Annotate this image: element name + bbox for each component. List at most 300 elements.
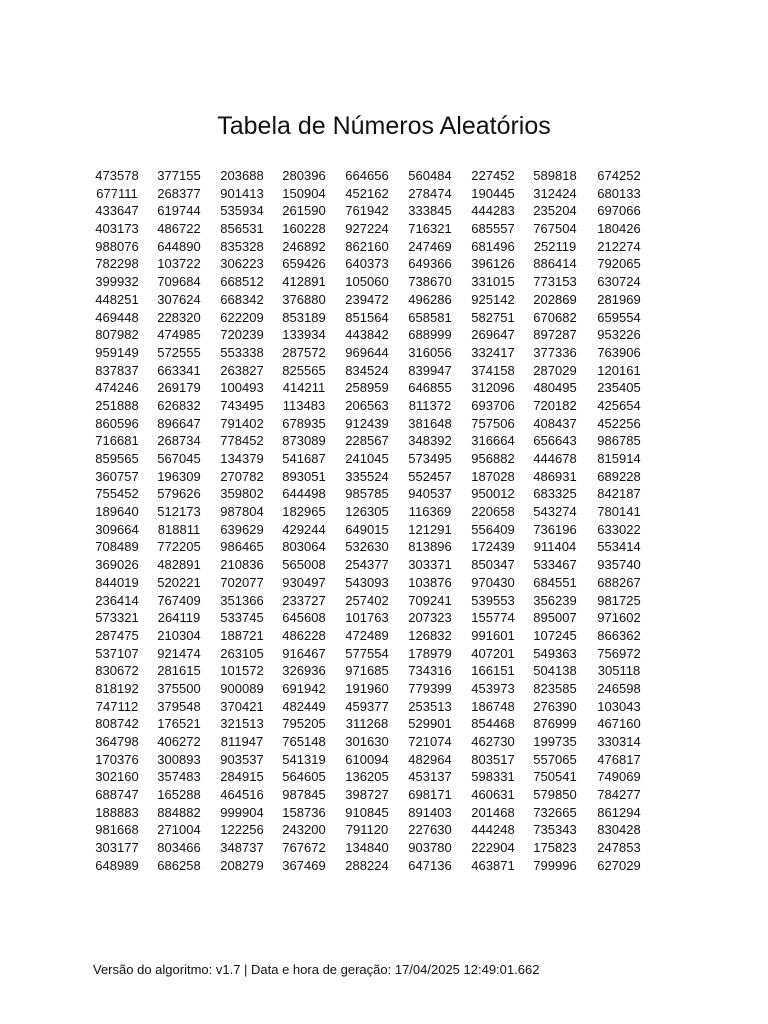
table-cell: 533467 <box>533 557 577 573</box>
table-cell: 896647 <box>157 415 201 431</box>
table-cell: 261590 <box>282 203 326 219</box>
table-cell: 691942 <box>282 680 326 696</box>
table-cell: 572555 <box>157 344 201 360</box>
table-cell: 429244 <box>282 521 326 537</box>
table-cell: 357483 <box>157 769 201 785</box>
table-cell: 644498 <box>282 486 326 502</box>
table-cell: 452162 <box>345 185 389 201</box>
table-cell: 720182 <box>533 397 577 413</box>
table-cell: 991601 <box>471 627 515 643</box>
table-cell: 182965 <box>282 504 326 520</box>
table-cell: 452256 <box>597 415 641 431</box>
table-cell: 101572 <box>220 663 264 679</box>
table-cell: 734316 <box>408 663 452 679</box>
table-cell: 172439 <box>471 539 515 555</box>
table-cell: 856531 <box>220 221 264 237</box>
table-cell: 270782 <box>220 468 264 484</box>
table-cell: 312096 <box>471 380 515 396</box>
table-cell: 482964 <box>408 751 452 767</box>
table-cell: 158736 <box>282 804 326 820</box>
table-cell: 664656 <box>345 168 389 183</box>
table-cell: 988076 <box>95 238 139 254</box>
table-cell: 474246 <box>95 380 139 396</box>
table-row <box>80 202 660 220</box>
table-cell: 414211 <box>282 380 326 396</box>
table-cell: 830672 <box>95 663 139 679</box>
table-cell: 287475 <box>95 627 139 643</box>
table-cell: 644890 <box>157 238 201 254</box>
table-cell: 316664 <box>471 433 515 449</box>
table-cell: 126832 <box>408 627 452 643</box>
table-cell: 582751 <box>471 309 515 325</box>
table-cell: 472489 <box>345 627 389 643</box>
table-cell: 987804 <box>220 504 264 520</box>
table-cell: 577554 <box>345 645 389 661</box>
table-cell: 377155 <box>157 168 201 183</box>
table-cell: 950012 <box>471 486 515 502</box>
table-cell: 749069 <box>597 769 641 785</box>
table-cell: 425654 <box>597 397 641 413</box>
table-cell: 903537 <box>220 751 264 767</box>
table-cell: 212274 <box>597 238 641 254</box>
table-cell: 767409 <box>157 592 201 608</box>
table-cell: 463871 <box>471 857 515 873</box>
table-cell: 543093 <box>345 574 389 590</box>
table-cell: 780141 <box>597 504 641 520</box>
table-cell: 113483 <box>282 397 326 413</box>
table-cell: 903780 <box>408 840 452 856</box>
table-cell: 663341 <box>157 362 201 378</box>
table-cell: 750541 <box>533 769 577 785</box>
table-cell: 271004 <box>157 822 201 838</box>
table-cell: 316056 <box>408 344 452 360</box>
table-cell: 233727 <box>282 592 326 608</box>
table-cell: 716681 <box>95 433 139 449</box>
table-cell: 970430 <box>471 574 515 590</box>
table-cell: 351366 <box>220 592 264 608</box>
table-cell: 610094 <box>345 751 389 767</box>
table-cell: 999904 <box>220 804 264 820</box>
table-cell: 981725 <box>597 592 641 608</box>
table-cell: 971685 <box>345 663 389 679</box>
table-cell: 598331 <box>471 769 515 785</box>
table-cell: 407201 <box>471 645 515 661</box>
table-cell: 736196 <box>533 521 577 537</box>
table-cell: 773153 <box>533 274 577 290</box>
table-row <box>80 167 660 185</box>
table-cell: 302160 <box>95 769 139 785</box>
table-row <box>80 362 660 380</box>
table-cell: 953226 <box>597 327 641 343</box>
table-cell: 165288 <box>157 787 201 803</box>
table-cell: 835328 <box>220 238 264 254</box>
table-cell: 761942 <box>345 203 389 219</box>
table-cell: 504138 <box>533 663 577 679</box>
table-row <box>80 432 660 450</box>
table-cell: 208279 <box>220 857 264 873</box>
table-cell: 459377 <box>345 698 389 714</box>
table-cell: 406272 <box>157 734 201 749</box>
table-cell: 823585 <box>533 680 577 696</box>
table-cell: 443842 <box>345 327 389 343</box>
table-cell: 482449 <box>282 698 326 714</box>
table-cell: 189640 <box>95 504 139 520</box>
table-row <box>80 839 660 857</box>
table-cell: 656643 <box>533 433 577 449</box>
table-cell: 170376 <box>95 751 139 767</box>
table-cell: 709241 <box>408 592 452 608</box>
table-cell: 763906 <box>597 344 641 360</box>
table-cell: 381648 <box>408 415 452 431</box>
table-cell: 150904 <box>282 185 326 201</box>
table-cell: 646855 <box>408 380 452 396</box>
table-row <box>80 786 660 804</box>
table-cell: 269647 <box>471 327 515 343</box>
table-cell: 684551 <box>533 574 577 590</box>
table-cell: 688999 <box>408 327 452 343</box>
table-cell: 689228 <box>597 468 641 484</box>
table-cell: 956882 <box>471 451 515 466</box>
table-cell: 815914 <box>597 451 641 466</box>
table-cell: 969644 <box>345 344 389 360</box>
table-cell: 541319 <box>282 751 326 767</box>
table-cell: 803517 <box>471 751 515 767</box>
table-cell: 486228 <box>282 627 326 643</box>
table-cell: 201468 <box>471 804 515 820</box>
table-cell: 375500 <box>157 680 201 696</box>
table-cell: 648989 <box>95 857 139 873</box>
table-cell: 579626 <box>157 486 201 502</box>
table-cell: 235405 <box>597 380 641 396</box>
table-cell: 367469 <box>282 857 326 873</box>
table-cell: 622209 <box>220 309 264 325</box>
table-cell: 377336 <box>533 344 577 360</box>
table-cell: 520221 <box>157 574 201 590</box>
table-cell: 246598 <box>597 680 641 696</box>
table-row <box>80 662 660 680</box>
table-cell: 412891 <box>282 274 326 290</box>
table-cell: 228567 <box>345 433 389 449</box>
table-row <box>80 857 660 875</box>
table-cell: 767504 <box>533 221 577 237</box>
table-cell: 243200 <box>282 822 326 838</box>
table-cell: 280396 <box>282 168 326 183</box>
table-cell: 834524 <box>345 362 389 378</box>
table-row <box>80 645 660 663</box>
table-cell: 398727 <box>345 787 389 803</box>
table-cell: 697066 <box>597 203 641 219</box>
table-cell: 321513 <box>220 716 264 732</box>
table-cell: 825565 <box>282 362 326 378</box>
table-cell: 396126 <box>471 256 515 272</box>
table-row <box>80 680 660 698</box>
table-cell: 467160 <box>597 716 641 732</box>
table-cell: 854468 <box>471 716 515 732</box>
table-cell: 757506 <box>471 415 515 431</box>
table-cell: 674252 <box>597 168 641 183</box>
table-cell: 533745 <box>220 610 264 626</box>
table-cell: 921474 <box>157 645 201 661</box>
table-cell: 312424 <box>533 185 577 201</box>
table-cell: 732665 <box>533 804 577 820</box>
table-row <box>80 751 660 769</box>
table-cell: 191960 <box>345 680 389 696</box>
table-cell: 670682 <box>533 309 577 325</box>
table-cell: 811947 <box>220 734 264 749</box>
table-cell: 901413 <box>220 185 264 201</box>
page-title: Tabela de Números Aleatórios <box>217 112 551 140</box>
table-cell: 866362 <box>597 627 641 643</box>
table-cell: 187028 <box>471 468 515 484</box>
table-cell: 633022 <box>597 521 641 537</box>
table-cell: 482891 <box>157 557 201 573</box>
table-row <box>80 521 660 539</box>
table-cell: 681496 <box>471 238 515 254</box>
table-cell: 560484 <box>408 168 452 183</box>
table-cell: 134840 <box>345 840 389 856</box>
table-cell: 589818 <box>533 168 577 183</box>
table-row <box>80 503 660 521</box>
table-cell: 206563 <box>345 397 389 413</box>
table-row <box>80 468 660 486</box>
table-cell: 910845 <box>345 804 389 820</box>
table-row <box>80 344 660 362</box>
table-cell: 486931 <box>533 468 577 484</box>
table-cell: 985785 <box>345 486 389 502</box>
table-cell: 364798 <box>95 734 139 749</box>
table-cell: 202869 <box>533 291 577 307</box>
table-cell: 247469 <box>408 238 452 254</box>
table-cell: 253513 <box>408 698 452 714</box>
table-cell: 176521 <box>157 716 201 732</box>
table-cell: 116369 <box>408 504 452 520</box>
table-cell: 252119 <box>533 238 577 254</box>
table-row <box>80 804 660 822</box>
table-cell: 374158 <box>471 362 515 378</box>
table-cell: 647136 <box>408 857 452 873</box>
table-cell: 861294 <box>597 804 641 820</box>
table-row <box>80 768 660 786</box>
table-cell: 356239 <box>533 592 577 608</box>
table-cell: 553414 <box>597 539 641 555</box>
table-cell: 916467 <box>282 645 326 661</box>
table-cell: 579850 <box>533 787 577 803</box>
table-cell: 370421 <box>220 698 264 714</box>
table-cell: 680133 <box>597 185 641 201</box>
table-cell: 281969 <box>597 291 641 307</box>
table-cell: 134379 <box>220 451 264 466</box>
generation-footer: Versão do algoritmo: v1.7 | Data e hora de geração: 17/04/2025 12:49:01.662 <box>93 962 540 977</box>
table-cell: 276390 <box>533 698 577 714</box>
table-cell: 659426 <box>282 256 326 272</box>
table-cell: 567045 <box>157 451 201 466</box>
table-row <box>80 326 660 344</box>
table-cell: 912439 <box>345 415 389 431</box>
table-cell: 747112 <box>95 698 139 714</box>
table-cell: 803466 <box>157 840 201 856</box>
table-cell: 897287 <box>533 327 577 343</box>
table-cell: 133934 <box>282 327 326 343</box>
table-cell: 782298 <box>95 256 139 272</box>
table-cell: 813896 <box>408 539 452 555</box>
table-cell: 433647 <box>95 203 139 219</box>
table-row <box>80 415 660 433</box>
table-cell: 565008 <box>282 557 326 573</box>
table-cell: 474985 <box>157 327 201 343</box>
table-cell: 287572 <box>282 344 326 360</box>
table-cell: 529901 <box>408 716 452 732</box>
table-cell: 305118 <box>597 663 641 679</box>
table-cell: 103722 <box>157 256 201 272</box>
table-cell: 987845 <box>282 787 326 803</box>
table-cell: 246892 <box>282 238 326 254</box>
table-cell: 778452 <box>220 433 264 449</box>
table-row <box>80 273 660 291</box>
table-cell: 658581 <box>408 309 452 325</box>
table-cell: 795205 <box>282 716 326 732</box>
table-cell: 239472 <box>345 291 389 307</box>
table-cell: 100493 <box>220 380 264 396</box>
table-cell: 228320 <box>157 309 201 325</box>
table-cell: 188721 <box>220 627 264 643</box>
table-row <box>80 627 660 645</box>
table-cell: 121291 <box>408 521 452 537</box>
table-cell: 175823 <box>533 840 577 856</box>
table-cell: 627029 <box>597 857 641 873</box>
table-cell: 640373 <box>345 256 389 272</box>
table-cell: 876999 <box>533 716 577 732</box>
table-cell: 178979 <box>408 645 452 661</box>
table-row <box>80 255 660 273</box>
table-cell: 251888 <box>95 397 139 413</box>
table-cell: 399932 <box>95 274 139 290</box>
table-cell: 227630 <box>408 822 452 838</box>
table-cell: 247853 <box>597 840 641 856</box>
table-cell: 512173 <box>157 504 201 520</box>
table-cell: 930497 <box>282 574 326 590</box>
table-cell: 837837 <box>95 362 139 378</box>
table-cell: 767672 <box>282 840 326 856</box>
table-cell: 743495 <box>220 397 264 413</box>
table-cell: 462730 <box>471 734 515 749</box>
table-cell: 268734 <box>157 433 201 449</box>
table-cell: 986465 <box>220 539 264 555</box>
table-cell: 284915 <box>220 769 264 785</box>
table-cell: 263827 <box>220 362 264 378</box>
table-cell: 630724 <box>597 274 641 290</box>
table-cell: 360757 <box>95 468 139 484</box>
table-cell: 844019 <box>95 574 139 590</box>
table-cell: 448251 <box>95 291 139 307</box>
table-cell: 403173 <box>95 221 139 237</box>
table-row <box>80 291 660 309</box>
table-cell: 444283 <box>471 203 515 219</box>
table-cell: 981668 <box>95 822 139 838</box>
table-cell: 668342 <box>220 291 264 307</box>
table-cell: 862160 <box>345 238 389 254</box>
table-cell: 180426 <box>597 221 641 237</box>
table-cell: 895007 <box>533 610 577 626</box>
table-cell: 645608 <box>282 610 326 626</box>
table-cell: 683325 <box>533 486 577 502</box>
table-cell: 818811 <box>157 521 201 537</box>
table-cell: 927224 <box>345 221 389 237</box>
table-cell: 160228 <box>282 221 326 237</box>
table-cell: 469448 <box>95 309 139 325</box>
table-row <box>80 821 660 839</box>
table-cell: 535934 <box>220 203 264 219</box>
table-cell: 376880 <box>282 291 326 307</box>
table-cell: 287029 <box>533 362 577 378</box>
table-row <box>80 309 660 327</box>
table-row <box>80 238 660 256</box>
table-cell: 539553 <box>471 592 515 608</box>
table-row <box>80 574 660 592</box>
table-cell: 830428 <box>597 822 641 838</box>
table-cell: 686258 <box>157 857 201 873</box>
table-cell: 486722 <box>157 221 201 237</box>
table-cell: 986785 <box>597 433 641 449</box>
table-cell: 911404 <box>533 539 577 555</box>
table-cell: 264119 <box>157 610 201 626</box>
table-cell: 254377 <box>345 557 389 573</box>
table-cell: 900089 <box>220 680 264 696</box>
table-cell: 668512 <box>220 274 264 290</box>
table-cell: 873089 <box>282 433 326 449</box>
table-cell: 755452 <box>95 486 139 502</box>
table-cell: 107245 <box>533 627 577 643</box>
table-cell: 331015 <box>471 274 515 290</box>
table-cell: 860596 <box>95 415 139 431</box>
table-cell: 553338 <box>220 344 264 360</box>
table-cell: 756972 <box>597 645 641 661</box>
table-cell: 792065 <box>597 256 641 272</box>
table-cell: 199735 <box>533 734 577 749</box>
table-cell: 303371 <box>408 557 452 573</box>
table-cell: 476817 <box>597 751 641 767</box>
table-cell: 698171 <box>408 787 452 803</box>
table-row <box>80 592 660 610</box>
table-cell: 649015 <box>345 521 389 537</box>
table-cell: 326936 <box>282 663 326 679</box>
table-cell: 379548 <box>157 698 201 714</box>
table-cell: 839947 <box>408 362 452 378</box>
table-cell: 258959 <box>345 380 389 396</box>
table-cell: 278474 <box>408 185 452 201</box>
table-cell: 101763 <box>345 610 389 626</box>
table-cell: 136205 <box>345 769 389 785</box>
table-cell: 335524 <box>345 468 389 484</box>
table-cell: 207323 <box>408 610 452 626</box>
table-cell: 257402 <box>345 592 389 608</box>
table-cell: 541687 <box>282 451 326 466</box>
table-cell: 971602 <box>597 610 641 626</box>
table-cell: 496286 <box>408 291 452 307</box>
table-cell: 735343 <box>533 822 577 838</box>
table-cell: 236414 <box>95 592 139 608</box>
table-cell: 453973 <box>471 680 515 696</box>
table-cell: 818192 <box>95 680 139 696</box>
table-cell: 188883 <box>95 804 139 820</box>
table-cell: 853189 <box>282 309 326 325</box>
table-cell: 807982 <box>95 327 139 343</box>
table-row <box>80 556 660 574</box>
table-cell: 303177 <box>95 840 139 856</box>
table-cell: 721074 <box>408 734 452 749</box>
table-cell: 688747 <box>95 787 139 803</box>
table-row <box>80 698 660 716</box>
table-cell: 573495 <box>408 451 452 466</box>
